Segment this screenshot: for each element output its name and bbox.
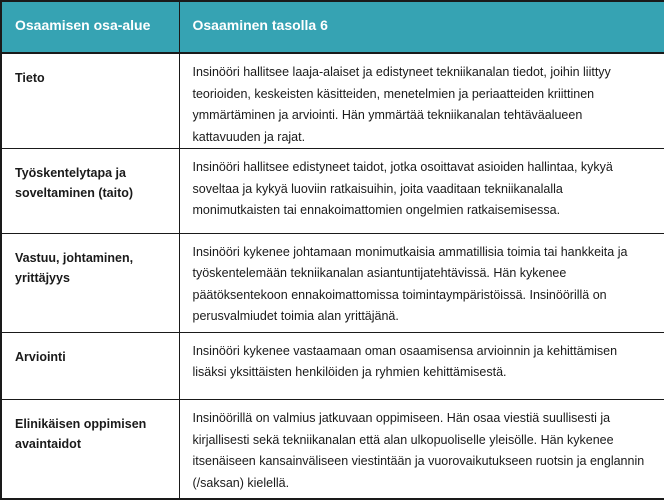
table-row <box>1 332 664 399</box>
table-row <box>1 400 664 499</box>
table-row <box>1 149 664 233</box>
row-description: Insinööri kykenee vastaamaan oman osaamisensa arvioinnin ja kehittämisen lisäksi yksittäisten henkilöiden ja ryhmien kehittämisestä. <box>179 332 664 399</box>
row-label-vastuu: Vastuu, johtaminen, yrittäjyys <box>1 233 179 332</box>
row-description: Insinööri hallitsee edistyneet taidot, jotka osoittavat asioiden hallintaa, kykyä soveltaa ja kykyä luoviin ratkaisuihin, joita vaaditaan tekniikanalalla monimutkaisten tai ennakoimattomien ongelmien ratkaisemisessa. <box>179 149 664 233</box>
row-label-arviointi: Arviointi <box>1 332 179 399</box>
table-row <box>1 233 664 332</box>
table-row <box>1 53 664 149</box>
column-header-competence-area: Osaamisen osa-alue <box>1 1 179 53</box>
column-header-competence-level-6: Osaaminen tasolla 6 <box>179 1 664 53</box>
row-description: Insinööri hallitsee laaja-alaiset ja edistyneet tekniikanalan tiedot, joihin liittyy teorioiden, keskeisten käsitteiden, menetelmien ja periaatteiden kriittinen ymmärtäminen ja arviointi. Hän ymmärtää tekniikanalan tehtäväalueen kattavuuden ja rajat. <box>179 53 664 149</box>
row-label-tyoskentelytapa: Työskentelytapa ja soveltaminen (taito) <box>1 149 179 233</box>
row-label-tieto: Tieto <box>1 53 179 149</box>
row-label-elinikainen-oppiminen: Elinikäisen oppimisen avaintaidot <box>1 400 179 499</box>
row-description: Insinööri kykenee johtamaan monimutkaisia ammatillisia toimia tai hankkeita ja työskentelemään tekniikanalan asiantuntijatehtävissä. Hän kykenee päätöksentekoon ennakoimattomissa toimintaympäristöissä. Insinöörillä on perusvalmiudet toimia alan yrittäjänä. <box>179 233 664 332</box>
row-description: Insinöörillä on valmius jatkuvaan oppimiseen. Hän osaa viestiä suullisesti ja kirjallisesti sekä tekniikanalan että alan ulkopuoliselle yleisölle. Hän kykenee itsenäiseen kansainväliseen viestintään ja vuorovaikutukseen ruotsin ja englannin (/saksan) kielellä. <box>179 400 664 499</box>
table-header-row <box>1 1 664 53</box>
